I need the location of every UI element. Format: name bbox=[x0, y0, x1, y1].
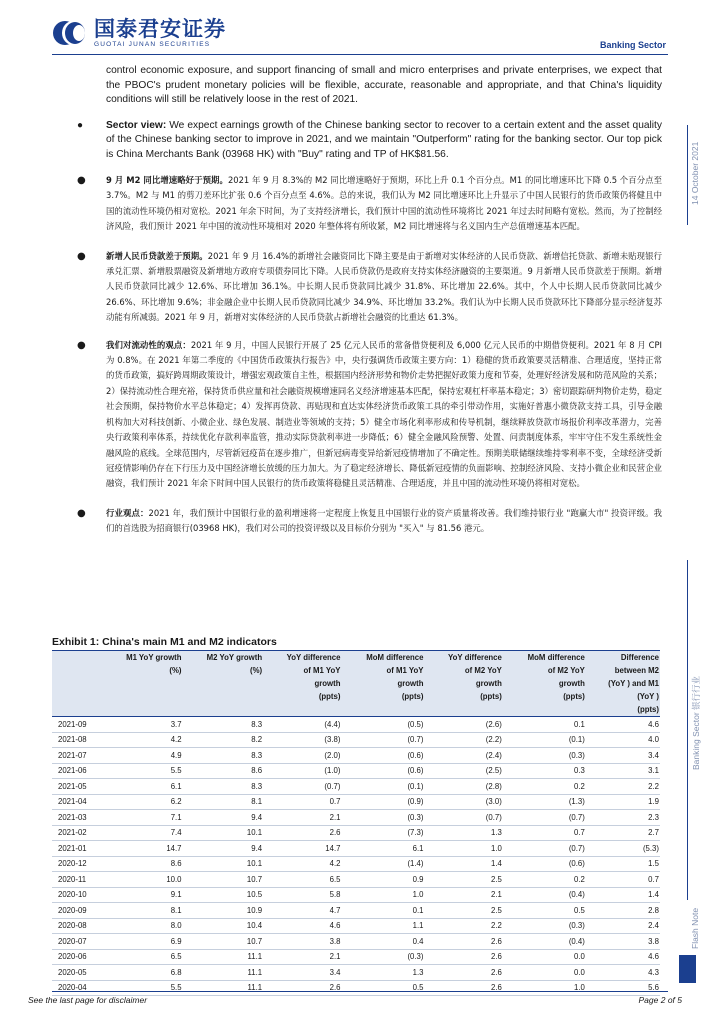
table-row bbox=[52, 934, 660, 950]
table-header-cell: YoY difference bbox=[263, 651, 341, 665]
table-cell-value: 10.0 bbox=[102, 872, 183, 888]
table-row bbox=[52, 748, 660, 764]
table-cell-value: 0.9 bbox=[341, 872, 424, 888]
table-header-cell: of M1 YoY bbox=[263, 664, 341, 677]
table-cell-value: 0.7 bbox=[503, 825, 586, 841]
table-cell-value: 5.5 bbox=[102, 763, 183, 779]
bullet-text: 2021 年，我们预计中国银行业的盈利增速将一定程度上恢复且中国银行业的资产质量将改善。我们维持银行业 "跑赢大市" 投资评级。我们的首选股为招商银行(03968 HK)，我们对公司的投资评级以及目标价分别为 "买入" 与 81.56 港元。 bbox=[106, 507, 662, 534]
table-cell-value: (0.7) bbox=[424, 810, 502, 826]
table-cell-value: 8.6 bbox=[183, 763, 264, 779]
sidebar-flash-note bbox=[690, 907, 704, 1005]
m1-m2-indicators-table bbox=[52, 650, 660, 996]
table-header-cell: of M1 YoY bbox=[341, 664, 424, 677]
table-row bbox=[52, 825, 660, 841]
table-cell-date: 2020-10 bbox=[52, 887, 102, 903]
table-cell-value: (4.4) bbox=[263, 717, 341, 733]
table-header-cell: M2 YoY growth bbox=[183, 651, 264, 665]
table-cell-value: 10.7 bbox=[183, 872, 264, 888]
table-cell-value: 1.0 bbox=[341, 887, 424, 903]
sidebar-sector bbox=[690, 640, 704, 770]
sidebar-date-text: 14 October 2021 bbox=[690, 141, 700, 205]
table-cell-value: 14.7 bbox=[263, 841, 341, 857]
table-header-cell: (ppts) bbox=[263, 690, 341, 703]
table-cell-value: 5.5 bbox=[102, 980, 183, 996]
bullet-label: Sector view: bbox=[106, 119, 167, 131]
table-header-cell: M1 YoY growth bbox=[102, 651, 183, 665]
table-row bbox=[52, 872, 660, 888]
bullet-sector-view bbox=[56, 119, 662, 163]
sidebar-flash-text: Flash Note bbox=[690, 907, 700, 949]
table-header-cell: of M2 YoY bbox=[503, 664, 586, 677]
table-cell-value: 2.6 bbox=[424, 980, 502, 996]
table-header-cell bbox=[52, 690, 102, 703]
table-header-cell: (YoY ) and M1 bbox=[586, 677, 660, 690]
table-cell-value: (0.5) bbox=[341, 717, 424, 733]
sidebar-date bbox=[690, 141, 704, 205]
table-header bbox=[52, 651, 660, 717]
table-cell-value: 7.4 bbox=[102, 825, 183, 841]
table-cell-value: 6.1 bbox=[102, 779, 183, 795]
table-cell-date: 2020-12 bbox=[52, 856, 102, 872]
table-cell-value: 2.6 bbox=[424, 965, 502, 981]
table-cell-value: 10.1 bbox=[183, 825, 264, 841]
table-header-cell bbox=[52, 651, 102, 665]
table-header-cell bbox=[263, 703, 341, 717]
table-cell-value: 1.3 bbox=[341, 965, 424, 981]
table-header-row bbox=[52, 690, 660, 703]
logo-mark-icon bbox=[52, 18, 88, 48]
table-cell-date: 2021-06 bbox=[52, 763, 102, 779]
table-cell-value: 0.2 bbox=[503, 779, 586, 795]
table-cell-value: (0.7) bbox=[341, 732, 424, 748]
table-header-cell: (%) bbox=[183, 664, 264, 677]
table-cell-value: 9.4 bbox=[183, 810, 264, 826]
sidebar-sector-text: Banking Sector 银行行业 bbox=[691, 675, 701, 770]
table-header-cell: (ppts) bbox=[424, 690, 502, 703]
table-cell-value: 11.1 bbox=[183, 965, 264, 981]
table-cell-value: 0.7 bbox=[263, 794, 341, 810]
table-row bbox=[52, 810, 660, 826]
table-cell-value: (0.3) bbox=[341, 810, 424, 826]
table-header-cell: YoY difference bbox=[424, 651, 502, 665]
table-body bbox=[52, 717, 660, 996]
bullet-label: 我们对流动性的观点： bbox=[106, 339, 191, 350]
table-cell-value: 8.1 bbox=[183, 794, 264, 810]
table-cell-value: 4.0 bbox=[586, 732, 660, 748]
table-cell-value: (2.8) bbox=[424, 779, 502, 795]
table-cell-value: (0.6) bbox=[341, 763, 424, 779]
table-cell-value: (0.1) bbox=[341, 779, 424, 795]
table-cell-value: 11.1 bbox=[183, 980, 264, 996]
table-cell-value: 9.1 bbox=[102, 887, 183, 903]
sidebar-divider bbox=[687, 125, 688, 225]
table-cell-date: 2021-03 bbox=[52, 810, 102, 826]
table-cell-value: (2.6) bbox=[424, 717, 502, 733]
table-cell-value: 3.4 bbox=[586, 748, 660, 764]
bullet-label: 新增人民币贷款差于预期。 bbox=[106, 250, 208, 261]
table-header-cell: growth bbox=[341, 677, 424, 690]
table-cell-value: 0.7 bbox=[586, 872, 660, 888]
table-cell-value: 8.3 bbox=[183, 779, 264, 795]
table-cell-value: 3.4 bbox=[263, 965, 341, 981]
table-cell-value: 8.3 bbox=[183, 717, 264, 733]
table-header-cell bbox=[183, 677, 264, 690]
table-cell-value: 10.7 bbox=[183, 934, 264, 950]
exhibit-title: Exhibit 1: China's main M1 and M2 indicators bbox=[52, 636, 277, 648]
table-cell-value: 8.6 bbox=[102, 856, 183, 872]
table-cell-date: 2021-08 bbox=[52, 732, 102, 748]
table-cell-value: 0.1 bbox=[341, 903, 424, 919]
table-cell-value: 9.4 bbox=[183, 841, 264, 857]
bullet-dot-icon: ● bbox=[77, 119, 84, 131]
bullet-label: 9 月 M2 同比增速略好于预期。 bbox=[106, 175, 228, 185]
header-divider bbox=[52, 54, 668, 55]
bullet-text: 2021 年 9 月 16.4%的新增社会融资同比下降主要是由于新增对实体经济的人民币贷款、新增信托贷款、新增未贴现银行承兑汇票、新增股票融资及新增地方政府专项债券同比下降。人民币贷款仍是政府支持实体经济融资的主要渠道。9 月新增人民币贷款差于预期。新增人民币贷款同比减少 12.6%、环比增加 36.1%。中长期人民币贷款同比减少 31.8%、环比增加 22.6%。其中，个人中长期人民币贷款同比减少 26.6%、环比增加 9.6%；非金融企业中长期人民币贷款同比减少 34.9%、环比增加 33.2%。我们认为中长期人民币贷款环比下降部分显示经济复苏动能有所减弱。2021 年 9 月，新增对实体经济的人民币贷款占新增社会融资的比重达 61.3%。 bbox=[106, 250, 662, 323]
table-row bbox=[52, 794, 660, 810]
table-cell-value: 1.4 bbox=[424, 856, 502, 872]
table-cell-value: 1.1 bbox=[341, 918, 424, 934]
table-header-cell: MoM difference bbox=[341, 651, 424, 665]
intro-paragraph: control economic exposure, and support financing of small and micro enterprises and private enterprises, we expect that the PBOC's prudent monetary policies will be flexible, accurate, reasonable and appropriate, and that China's liquidity conditions will still be relatively loose in the rest of 2021. bbox=[106, 65, 662, 105]
table-cell-value: 0.5 bbox=[503, 903, 586, 919]
table-cell-value: 1.0 bbox=[424, 841, 502, 857]
table-cell-value: (3.0) bbox=[424, 794, 502, 810]
table-header-cell bbox=[52, 703, 102, 717]
table-cell-value: 4.6 bbox=[586, 717, 660, 733]
table-cell-value: 5.8 bbox=[263, 887, 341, 903]
table-cell-value: 6.2 bbox=[102, 794, 183, 810]
bullet-liquidity-view bbox=[56, 338, 662, 492]
table-cell-value: 5.6 bbox=[586, 980, 660, 996]
table-cell-value: 2.5 bbox=[424, 872, 502, 888]
table-cell-value: 2.6 bbox=[263, 825, 341, 841]
table-cell-value: 3.7 bbox=[102, 717, 183, 733]
table-cell-value: 6.5 bbox=[263, 872, 341, 888]
table-header-cell: (%) bbox=[102, 664, 183, 677]
table-cell-value: 4.3 bbox=[586, 965, 660, 981]
table-cell-value: 4.2 bbox=[263, 856, 341, 872]
table-row bbox=[52, 717, 660, 733]
table-cell-value: 2.2 bbox=[424, 918, 502, 934]
table-cell-value: 10.1 bbox=[183, 856, 264, 872]
table-header-cell: (ppts) bbox=[586, 703, 660, 717]
sector-title: Banking Sector bbox=[599, 40, 666, 50]
table-header-row bbox=[52, 677, 660, 690]
logo-chinese-name: 国泰君安证券 bbox=[94, 17, 226, 41]
bullet-m2-growth bbox=[56, 173, 662, 235]
table-cell-value: (0.6) bbox=[503, 856, 586, 872]
table-cell-value: (0.1) bbox=[503, 732, 586, 748]
page-header bbox=[0, 0, 724, 60]
table-cell-value: (5.3) bbox=[586, 841, 660, 857]
bullet-dot-icon: ● bbox=[77, 175, 86, 186]
table-cell-value: (1.3) bbox=[503, 794, 586, 810]
table-cell-value: 2.6 bbox=[424, 934, 502, 950]
table-cell-value: (0.4) bbox=[503, 887, 586, 903]
table-cell-date: 2021-07 bbox=[52, 748, 102, 764]
footer-disclaimer: See the last page for disclaimer bbox=[28, 995, 148, 1005]
table-header-cell bbox=[424, 703, 502, 717]
table-cell-value: 3.1 bbox=[586, 763, 660, 779]
table-cell-value: 1.3 bbox=[424, 825, 502, 841]
table-header-cell bbox=[341, 703, 424, 717]
bullet-dot-icon: ● bbox=[77, 339, 86, 351]
table-cell-value: (0.3) bbox=[341, 949, 424, 965]
table-row bbox=[52, 903, 660, 919]
table-cell-value: (0.3) bbox=[503, 748, 586, 764]
table-cell-value: 1.0 bbox=[503, 980, 586, 996]
table-row bbox=[52, 949, 660, 965]
table-header-cell bbox=[183, 690, 264, 703]
table-cell-value: 2.4 bbox=[586, 918, 660, 934]
table-header-cell: (ppts) bbox=[341, 690, 424, 703]
table-cell-value: 4.6 bbox=[263, 918, 341, 934]
table-cell-value: (0.9) bbox=[341, 794, 424, 810]
bullet-industry-view bbox=[56, 506, 662, 537]
table-cell-value: 6.9 bbox=[102, 934, 183, 950]
table-cell-value: (2.0) bbox=[263, 748, 341, 764]
table-cell-value: (0.7) bbox=[503, 810, 586, 826]
table-header-cell: Difference bbox=[586, 651, 660, 665]
table-cell-value: 0.2 bbox=[503, 872, 586, 888]
table-cell-date: 2020-09 bbox=[52, 903, 102, 919]
table-cell-value: 0.0 bbox=[503, 965, 586, 981]
table-cell-value: 4.9 bbox=[102, 748, 183, 764]
table-cell-value: 1.5 bbox=[586, 856, 660, 872]
table-cell-value: 2.6 bbox=[424, 949, 502, 965]
table-cell-value: 8.1 bbox=[102, 903, 183, 919]
table-cell-date: 2020-08 bbox=[52, 918, 102, 934]
table-header-row bbox=[52, 651, 660, 665]
table-cell-value: (2.2) bbox=[424, 732, 502, 748]
logo-english-name: GUOTAI JUNAN SECURITIES bbox=[94, 41, 211, 48]
table-cell-date: 2021-02 bbox=[52, 825, 102, 841]
table-cell-value: 2.1 bbox=[263, 810, 341, 826]
table-cell-value: (0.6) bbox=[341, 748, 424, 764]
table-row bbox=[52, 918, 660, 934]
bullet-text: We expect earnings growth of the Chinese banking sector to recover to a certain extent and the asset quality of the Chinese banking sector to improve in 2021, and we maintain "Outperform" rating for the banking sector. Our top pick is China Merchants Bank (03968 HK) with "Buy" rating and TP of HK$81.56. bbox=[106, 119, 662, 160]
bullet-label: 行业观点： bbox=[106, 507, 149, 518]
sidebar-divider bbox=[687, 560, 688, 900]
table-cell-date: 2021-09 bbox=[52, 717, 102, 733]
table-cell-value: 6.8 bbox=[102, 965, 183, 981]
table-header-cell: MoM difference bbox=[503, 651, 586, 665]
table-cell-value: 8.2 bbox=[183, 732, 264, 748]
table-cell-value: 0.0 bbox=[503, 949, 586, 965]
table-cell-value: 4.7 bbox=[263, 903, 341, 919]
table-header-cell: (ppts) bbox=[503, 690, 586, 703]
bullet-new-loans bbox=[56, 249, 662, 326]
table-cell-value: (3.8) bbox=[263, 732, 341, 748]
table-cell-value: 2.6 bbox=[263, 980, 341, 996]
table-cell-value: (1.0) bbox=[263, 763, 341, 779]
table-cell-value: 0.3 bbox=[503, 763, 586, 779]
table-cell-value: 2.8 bbox=[586, 903, 660, 919]
table-header-cell bbox=[52, 664, 102, 677]
table-cell-value: 1.9 bbox=[586, 794, 660, 810]
table-header-cell bbox=[503, 703, 586, 717]
bullet-text: 2021 年 9 月，中国人民银行开展了 25 亿元人民币的常备借贷便利及 6,000 亿元人民币的中期借贷便利。2021 年 8 月 CPI 为 0.8%。在 2021 年第二季度的《中国货币政策执行报告》中，央行强调货币政策主要方向：1）稳健的货币政策要灵活精准、合理适度，坚持正常的货币政策，搞好跨周期政策设计，增强宏观政策自主性，根据国内经济形势和物价走势把握好政策力度和节奏，处理好经济发展和防范风险的关系；2）保持流动性合理充裕，保持货币供应量和社会融资规模增速同名义经济增速基本匹配，保持宏观杠杆率基本稳定；3）密切跟踪研判物价走势，稳定社会预期，保持物价水平总体稳定；4）发挥再贷款、再贴现和直达实体经济货币政策工具的牵引带动作用，实施好普惠小微贷款支持工具，引导金融机构加大对科技创新、小微企业、绿色发展、制造业等领域的支持；5）健全市场化利率形成和传导机制，继续释放贷款市场报价利率改革潜力，完善央行政策利率体系，持续优化存款利率监管，推动实际贷款利率进一步降低；6）健全金融风险预警、处置、问责制度体系，牢牢守住不发生系统性金融风险的底线。全球范围内，尽管新冠疫苗在逐步推广，但新冠病毒变异给新冠疫情增加了不确定性。预期美联储继续维持零利率不变，全球经济受新冠疫情影响仍存在下行压力及中国经济增长放缓的压力加大。为了稳定经济增长、降低新冠疫情的负面影响、控制经济风险、支持小微企业和民营企业融资，我们预计 2021 年余下时间中国人民银行的货币政策将稳健且灵活精准、合理适度，并且中国的流动性环境仍将相对宽松。 bbox=[106, 339, 662, 489]
table-row bbox=[52, 779, 660, 795]
table-cell-value: 6.1 bbox=[341, 841, 424, 857]
table-cell-value: 4.6 bbox=[586, 949, 660, 965]
table-cell-value: 2.3 bbox=[586, 810, 660, 826]
table-cell-value: 3.8 bbox=[263, 934, 341, 950]
table-header-cell: growth bbox=[263, 677, 341, 690]
table-cell-value: 2.1 bbox=[424, 887, 502, 903]
table-cell-value: 11.1 bbox=[183, 949, 264, 965]
table-cell-value: 7.1 bbox=[102, 810, 183, 826]
table-cell-value: 14.7 bbox=[102, 841, 183, 857]
table-cell-value: (7.3) bbox=[341, 825, 424, 841]
footer-divider bbox=[52, 991, 668, 992]
table-cell-value: 10.4 bbox=[183, 918, 264, 934]
table-cell-date: 2020-05 bbox=[52, 965, 102, 981]
table-header-cell bbox=[183, 703, 264, 717]
table-cell-value: (0.4) bbox=[503, 934, 586, 950]
table-cell-date: 2020-04 bbox=[52, 980, 102, 996]
table-row bbox=[52, 980, 660, 996]
table-cell-value: (1.4) bbox=[341, 856, 424, 872]
table-row bbox=[52, 732, 660, 748]
table-row bbox=[52, 763, 660, 779]
table-header-cell: (YoY ) bbox=[586, 690, 660, 703]
table-cell-value: 0.1 bbox=[503, 717, 586, 733]
table-header-cell: of M2 YoY bbox=[424, 664, 502, 677]
table-cell-date: 2021-01 bbox=[52, 841, 102, 857]
table-row bbox=[52, 965, 660, 981]
table-cell-value: 1.4 bbox=[586, 887, 660, 903]
table-header-cell bbox=[52, 677, 102, 690]
table-cell-value: 8.0 bbox=[102, 918, 183, 934]
table-cell-value: (2.5) bbox=[424, 763, 502, 779]
table-cell-date: 2020-06 bbox=[52, 949, 102, 965]
table-header-row bbox=[52, 703, 660, 717]
table-header-cell bbox=[102, 690, 183, 703]
table-row bbox=[52, 841, 660, 857]
table-cell-value: 2.1 bbox=[263, 949, 341, 965]
table-header-cell bbox=[102, 703, 183, 717]
table-header-cell bbox=[102, 677, 183, 690]
table-cell-value: 2.2 bbox=[586, 779, 660, 795]
table-cell-value: 10.5 bbox=[183, 887, 264, 903]
table-cell-value: 3.8 bbox=[586, 934, 660, 950]
report-body bbox=[56, 60, 662, 537]
table-cell-value: 0.5 bbox=[341, 980, 424, 996]
table-cell-value: (0.7) bbox=[503, 841, 586, 857]
table-header-cell: growth bbox=[424, 677, 502, 690]
table-cell-date: 2020-11 bbox=[52, 872, 102, 888]
footer-page-number: Page 2 of 5 bbox=[638, 995, 682, 1005]
table-cell-value: 2.5 bbox=[424, 903, 502, 919]
table-cell-value: 2.7 bbox=[586, 825, 660, 841]
bullet-dot-icon: ● bbox=[77, 250, 86, 262]
table-cell-date: 2021-05 bbox=[52, 779, 102, 795]
company-logo bbox=[52, 18, 226, 48]
bullet-text: 2021 年 9 月 8.3%的 M2 同比增速略好于预期，环比上升 0.1 个百分点。M1 的同比增速环比下降 0.5 个百分点至 3.7%。M2 与 M1 的剪刀差环比扩张 0.6 个百分点至 4.6%。总的来说，我们认为 M2 同比增速环比上升显示了中国人民银行的货币政策仍将健且中国的流动性环境仍相对宽松。2021 年余下时间，为了支持经济增长，我们预计中国的流动性环境将比 2021 年过去时间略有宽松。然而，为了控制经济风险，我们预计 2021 年中国的流动性环境相对 2020 年整体将有所收紧，M2 同比增速将与名义国内生产总值增速基本匹配。 bbox=[106, 175, 662, 232]
table-cell-date: 2020-07 bbox=[52, 934, 102, 950]
table-cell-date: 2021-04 bbox=[52, 794, 102, 810]
table-row bbox=[52, 887, 660, 903]
bullet-dot-icon: ● bbox=[77, 507, 86, 519]
table-header-row bbox=[52, 664, 660, 677]
table-cell-value: (0.7) bbox=[263, 779, 341, 795]
table-row bbox=[52, 856, 660, 872]
table-cell-value: 6.5 bbox=[102, 949, 183, 965]
table-header-cell: between M2 bbox=[586, 664, 660, 677]
table-header-cell: growth bbox=[503, 677, 586, 690]
table-cell-value: 10.9 bbox=[183, 903, 264, 919]
table-cell-value: 0.4 bbox=[341, 934, 424, 950]
table-cell-value: 4.2 bbox=[102, 732, 183, 748]
table-cell-value: (0.3) bbox=[503, 918, 586, 934]
table-cell-value: (2.4) bbox=[424, 748, 502, 764]
table-cell-value: 8.3 bbox=[183, 748, 264, 764]
